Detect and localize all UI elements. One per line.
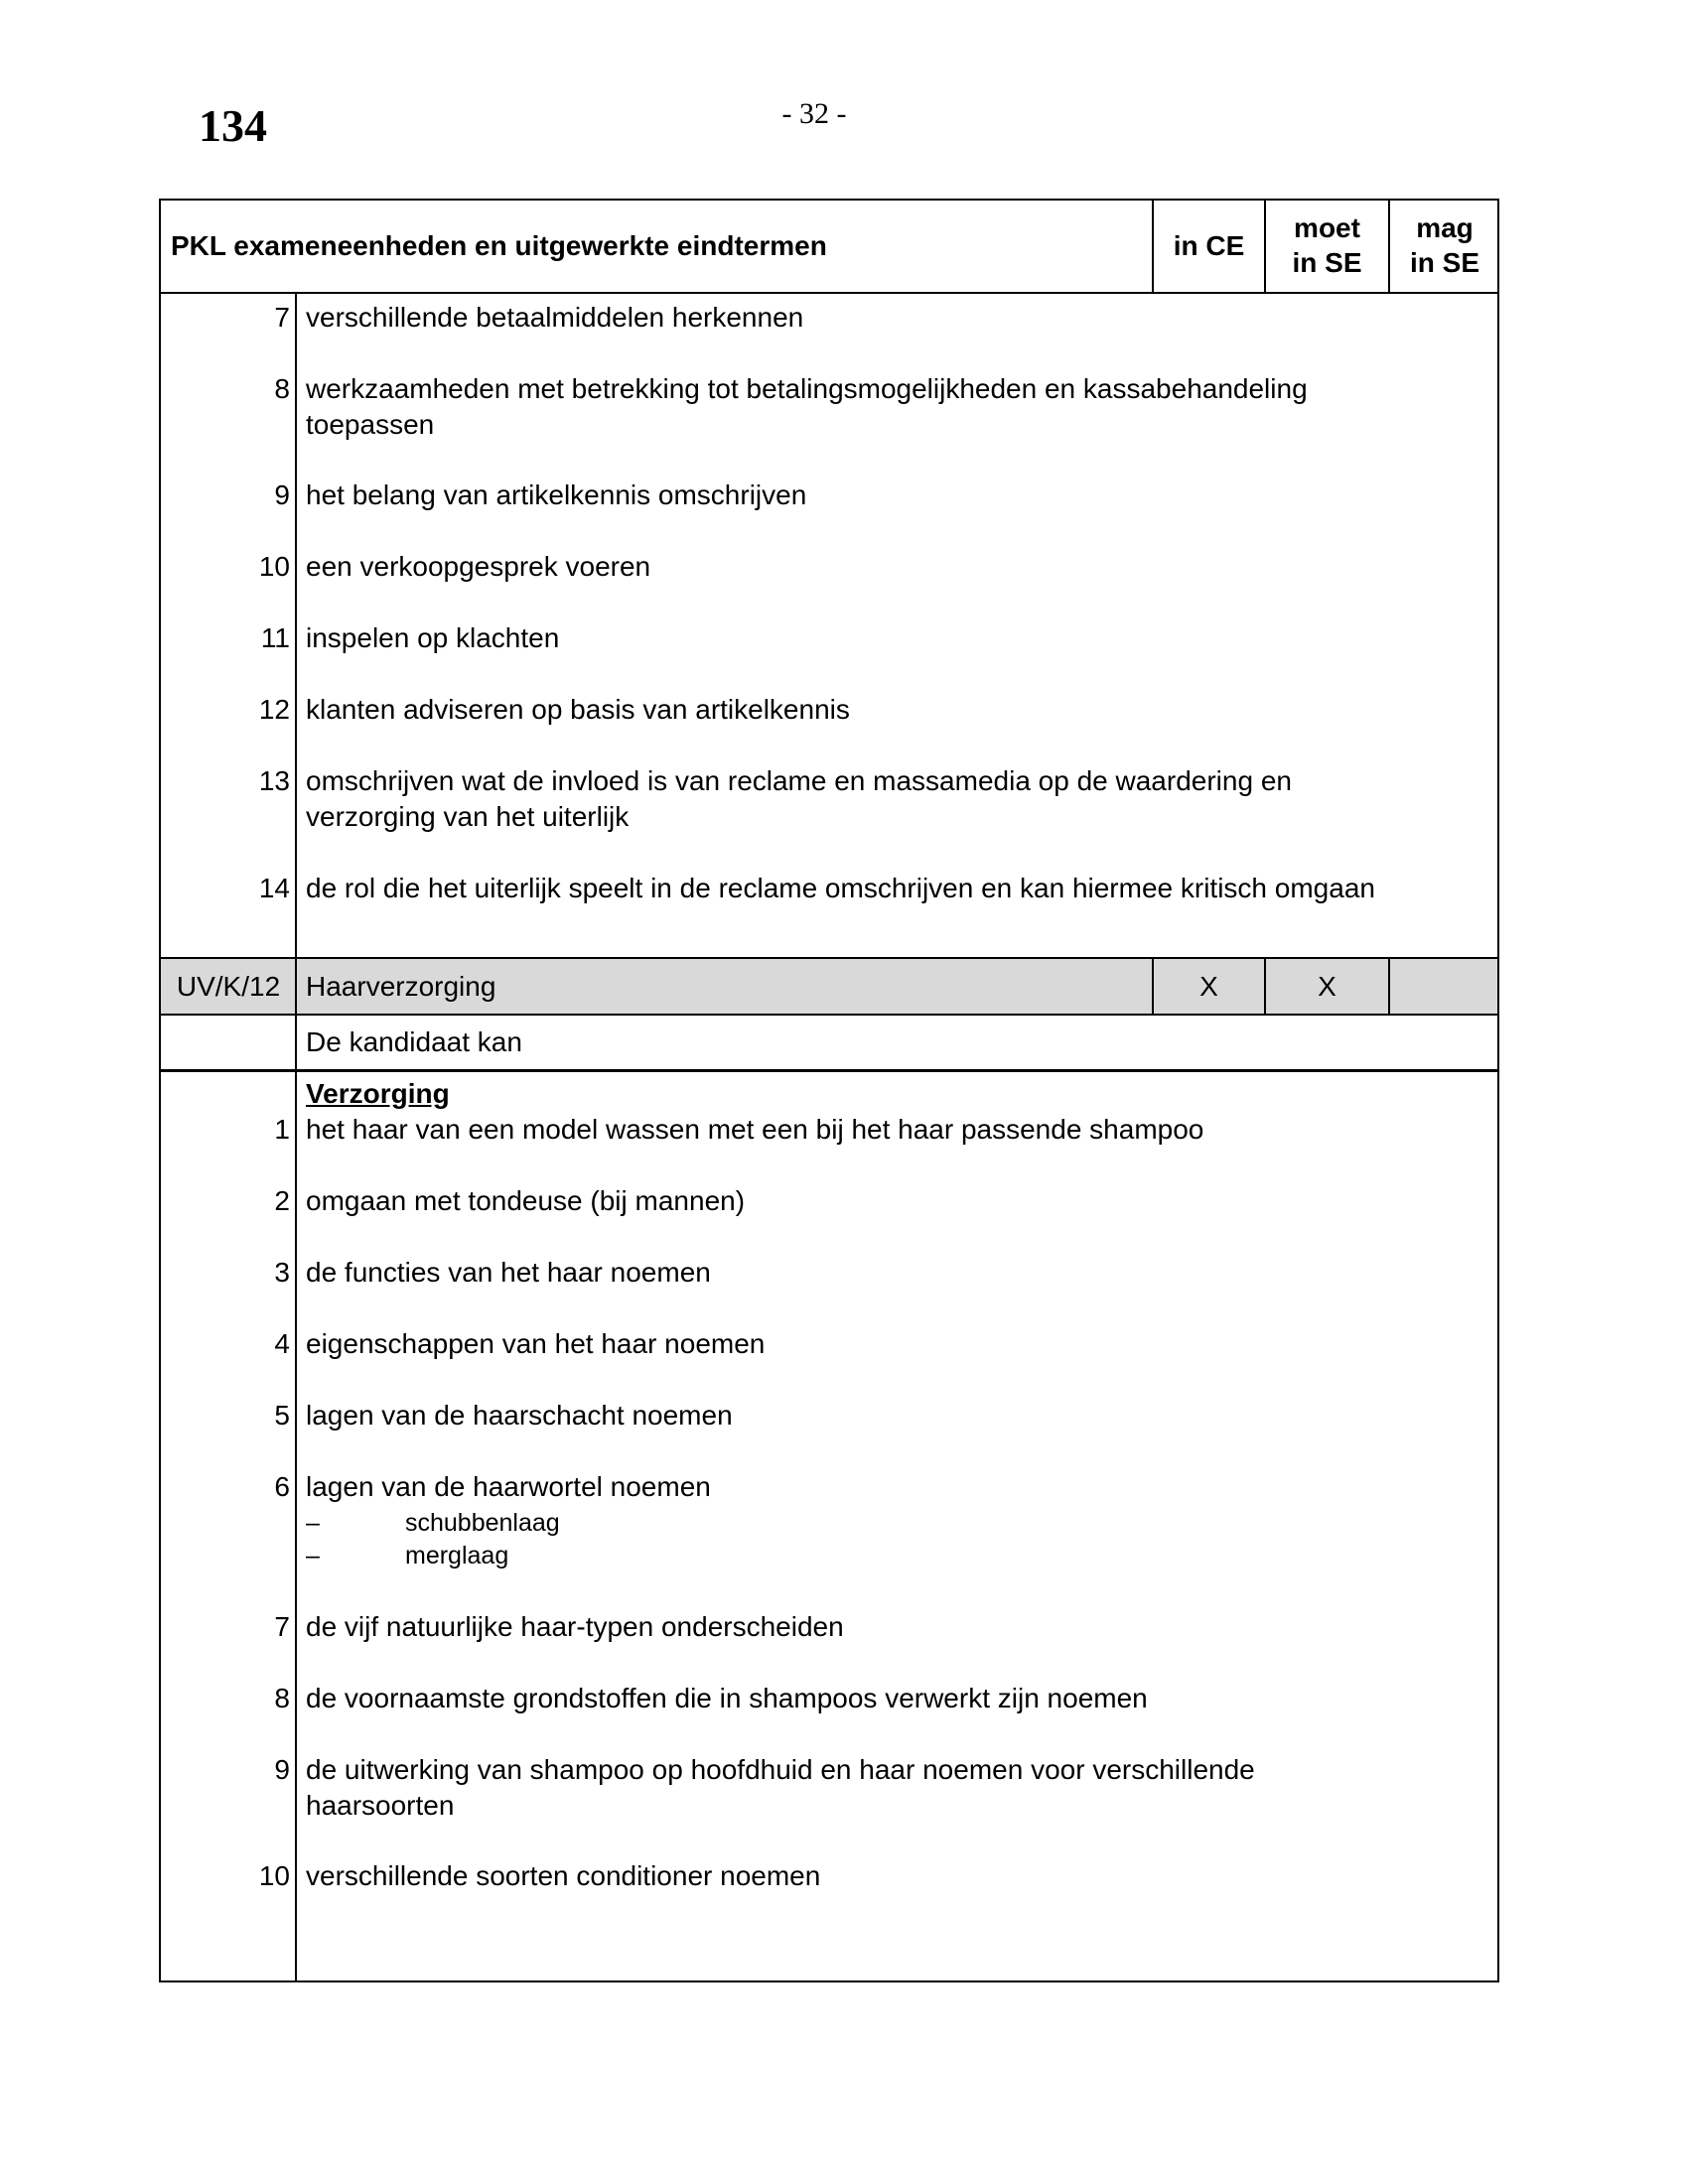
item-text: inspelen op klachten <box>306 622 560 653</box>
divider <box>161 957 1497 959</box>
sub-item <box>306 1507 560 1540</box>
item-number: 9 <box>274 479 290 510</box>
sub-item <box>306 1540 508 1572</box>
item-number: 9 <box>274 1754 290 1785</box>
item-text: omgaan met tondeuse (bij mannen) <box>306 1185 746 1216</box>
unit-code: UV/K/12 <box>176 971 281 1002</box>
page-number: 134 <box>199 100 267 151</box>
header-mag-line2: in SE <box>1409 247 1479 278</box>
header-mag-in-se <box>1390 210 1499 280</box>
unit-moet-in-se-mark: X <box>1318 971 1336 1002</box>
divider <box>161 292 1497 294</box>
item-text: klanten adviseren op basis van artikelkennis <box>306 694 850 725</box>
dash-bullet-icon: – <box>306 1509 320 1537</box>
item-text: lagen van de haarschacht noemen <box>306 1400 733 1431</box>
item-number: 7 <box>274 302 290 333</box>
item-number: 3 <box>274 1257 290 1288</box>
item-text: de functies van het haar noemen <box>306 1257 711 1288</box>
item-text: lagen van de haarwortel noemen <box>306 1471 711 1502</box>
item-number: 8 <box>274 373 290 404</box>
sub-item-text: schubbenlaag <box>405 1509 560 1537</box>
item-text: eigenschappen van het haar noemen <box>306 1328 766 1359</box>
item-text-continued: verzorging van het uiterlijk <box>306 801 630 832</box>
section-heading: Verzorging <box>306 1078 450 1109</box>
item-number: 11 <box>260 622 290 653</box>
header-moet-line2: in SE <box>1292 247 1362 278</box>
item-text: de vijf natuurlijke haar-typen onderscheiden <box>306 1611 844 1642</box>
page-number-center: - 32 - <box>781 97 847 130</box>
item-text: verschillende soorten conditioner noemen <box>306 1860 821 1891</box>
divider <box>1388 957 1390 1014</box>
item-text: het haar van een model wassen met een bij het haar passende shampoo <box>306 1114 1204 1145</box>
item-number: 12 <box>258 694 290 725</box>
item-text: de uitwerking van shampoo op hoofdhuid en haar noemen voor verschillende <box>306 1754 1255 1785</box>
item-number: 10 <box>258 551 290 582</box>
table-title: PKL exameneenheden en uitgewerkte eindtermen <box>171 230 827 261</box>
item-number: 10 <box>258 1860 290 1891</box>
divider <box>161 1014 1497 1016</box>
item-number: 6 <box>274 1471 290 1502</box>
item-number: 7 <box>274 1611 290 1642</box>
dash-bullet-icon: – <box>306 1542 320 1570</box>
item-text: de voornaamste grondstoffen die in shampoos verwerkt zijn noemen <box>306 1683 1148 1713</box>
item-text: werkzaamheden met betrekking tot betalingsmogelijkheden en kassabehandeling <box>306 373 1308 404</box>
unit-title: Haarverzorging <box>306 971 496 1002</box>
item-text: de rol die het uiterlijk speelt in de reclame omschrijven en kan hiermee kritisch omgaan <box>306 873 1375 903</box>
header-moet-line1: moet <box>1294 212 1360 243</box>
unit-in-ce-mark: X <box>1199 971 1218 1002</box>
header-mag-line1: mag <box>1416 212 1474 243</box>
intro-text: De kandidaat kan <box>306 1026 522 1057</box>
item-text: het belang van artikelkennis omschrijven <box>306 479 807 510</box>
item-number: 2 <box>274 1185 290 1216</box>
item-number: 13 <box>258 765 290 796</box>
item-number: 8 <box>274 1683 290 1713</box>
item-text: omschrijven wat de invloed is van reclame en massamedia op de waardering en <box>306 765 1292 796</box>
eindtermen-table <box>159 199 1499 1982</box>
item-number: 4 <box>274 1328 290 1359</box>
divider <box>295 292 297 1980</box>
item-text-continued: toepassen <box>306 409 435 440</box>
item-text: verschillende betaalmiddelen herkennen <box>306 302 804 333</box>
header-in-ce: in CE <box>1173 230 1245 261</box>
sub-item-text: merglaag <box>405 1542 509 1570</box>
item-text: een verkoopgesprek voeren <box>306 551 651 582</box>
item-number: 5 <box>274 1400 290 1431</box>
item-number: 14 <box>258 873 290 903</box>
divider <box>161 1069 1497 1072</box>
header-moet-in-se <box>1266 210 1388 280</box>
item-text-continued: haarsoorten <box>306 1790 455 1821</box>
item-number: 1 <box>274 1114 290 1145</box>
